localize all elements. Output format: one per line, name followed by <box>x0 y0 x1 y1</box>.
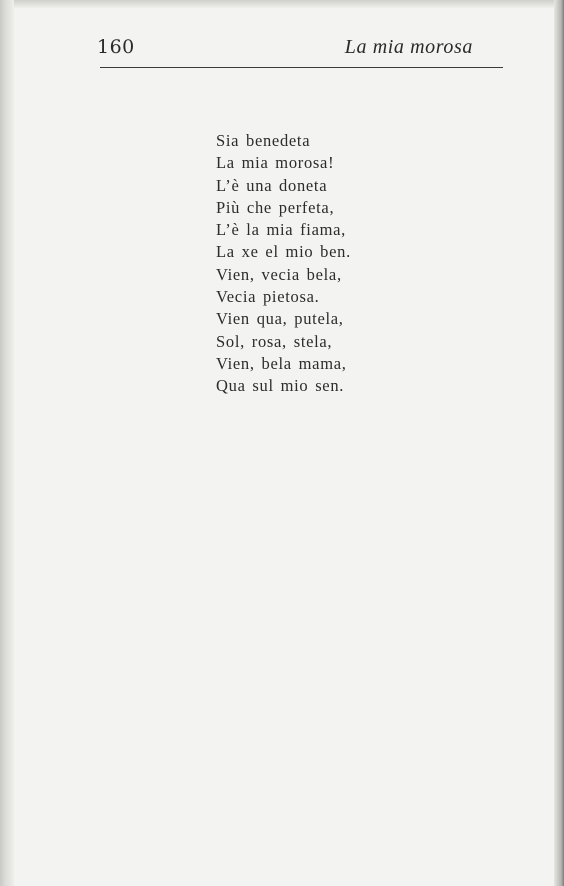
page-number: 160 <box>97 36 135 58</box>
page-right-edge <box>554 0 564 886</box>
poem-line: Qua sul mio sen. <box>216 376 345 396</box>
poem-line: L’è una doneta <box>216 175 328 195</box>
poem-line: Vecia pietosa. <box>216 287 320 307</box>
poem-line: Sol, rosa, stela, <box>216 331 333 351</box>
page-header <box>97 34 503 64</box>
poem-line: Vien, vecia bela, <box>216 264 342 284</box>
running-title: La mia morosa <box>344 36 473 58</box>
poem-line: Vien qua, putela, <box>216 309 344 329</box>
poem-line: Più che perfeta, <box>216 197 335 217</box>
poem-line: La mia morosa! <box>216 153 335 173</box>
page-top-edge <box>0 0 564 8</box>
poem-line: Sia benedeta <box>216 131 311 150</box>
header-rule <box>100 67 503 68</box>
page-left-edge <box>0 0 14 886</box>
poem <box>216 130 351 398</box>
poem-line: Vien, bela mama, <box>216 353 347 373</box>
poem-line: La xe el mio ben. <box>216 242 351 262</box>
poem-line: L’è la mia fiama, <box>216 220 346 240</box>
